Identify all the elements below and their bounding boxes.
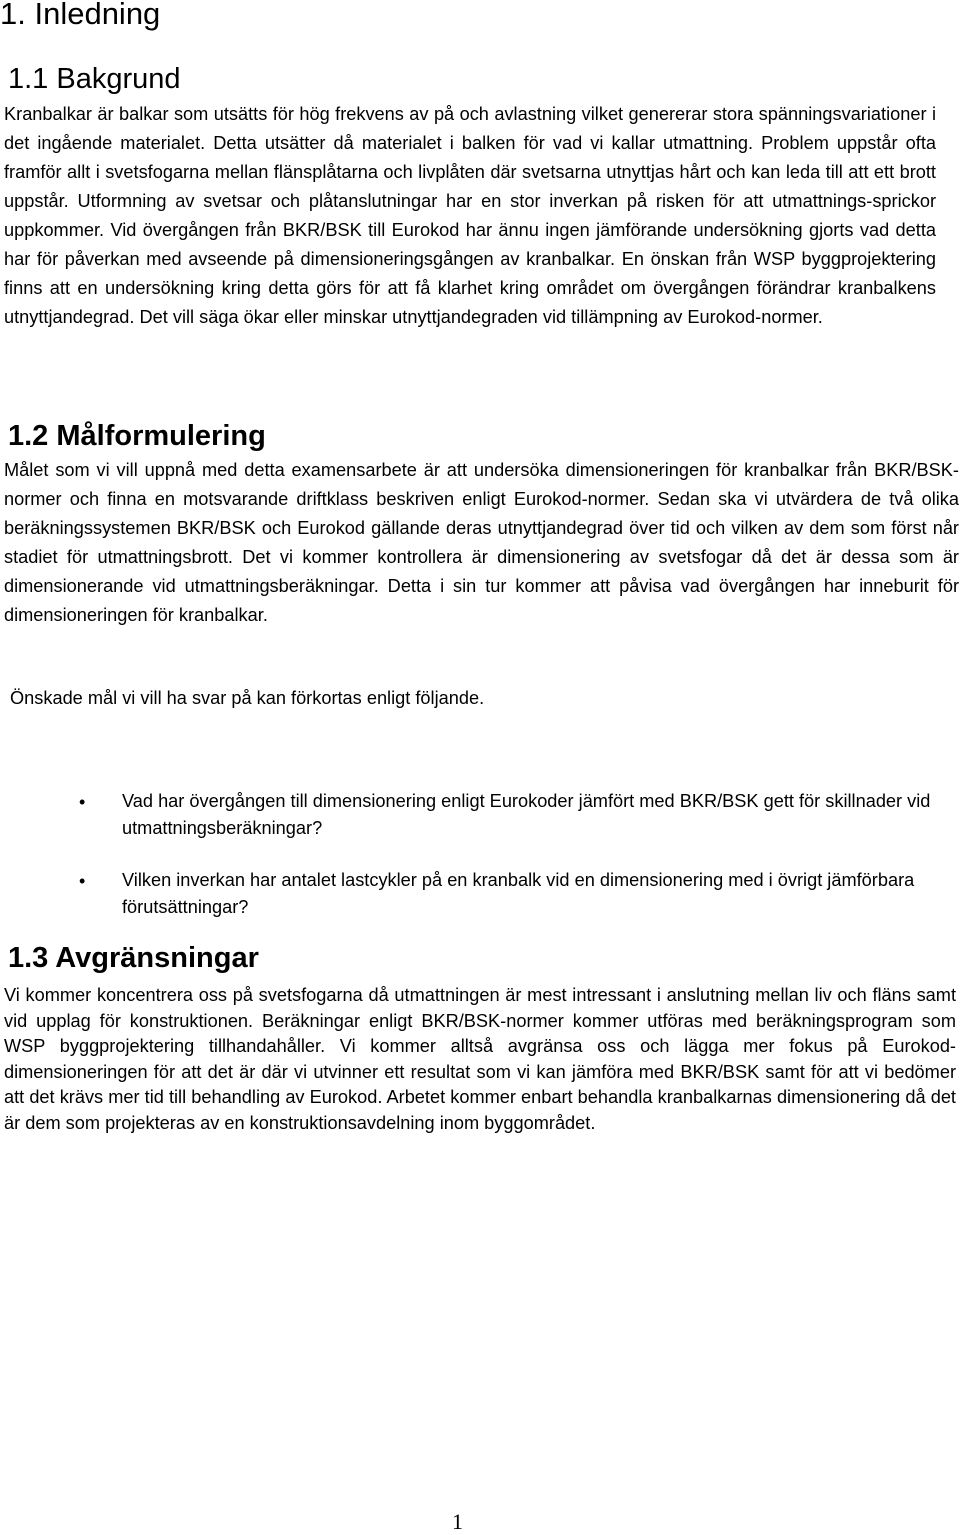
- paragraph-malformulering: Målet som vi vill uppnå med detta examensarbete är att undersöka dimensioneringen för kranbalkar från BKR/BSK-normer och finna en motsvarande driftklass beskriven enligt Eurokod-normer. Sedan ska vi utvärdera de två olika beräkningssystemen BKR/BSK och Eurokod gällande deras utnyttjandegrad över tid och vilken av dem som först når stadiet för utmattningsbrott. Det vi kommer kontrollera är dimensionering av svetsfogar då det är dessa som är dimensionerande vid utmattningsberäkningar. Detta i sin tur kommer att påvisa vad övergången har inneburit för dimensioneringen för kranbalkar.: [4, 460, 959, 625]
- bullet-icon: •: [79, 792, 86, 812]
- paragraph-avgransningar: Vi kommer koncentrera oss på svetsfogarna då utmattningen är mest intressant i anslutning mellan liv och fläns samt vid upplag för konstruktionen. Beräkningar enligt BKR/BSK-normer kommer utföras med beräkningsprogram som WSP byggprojektering tillhandahåller. Vi kommer alltså avgränsa oss och lägga mer fokus på Eurokod-dimensioneringen för att det är där vi utvinner ett resultat som vi kan jämföra med BKR/BSK samt för att vi bedömer att det krävs mer tid till behandling av Eurokod. Arbetet kommer enbart behandla kranbalkarnas dimensionering då det är dem som projekteras av en konstruktionsavdelning inom byggområdet.: [4, 985, 956, 1133]
- chapter-heading: 1. Inledning: [0, 0, 161, 31]
- bullet-icon: •: [79, 871, 86, 891]
- section-heading-malformulering: 1.2 Målformulering: [8, 420, 266, 452]
- paragraph-bakgrund: Kranbalkar är balkar som utsätts för hög frekvens av på och avlastning vilket genererar stora spänningsvariationer i det ingående materialet. Detta utsätter då materialet i balken för vad vi kallar utmattning. Problem uppstår ofta framför allt i svetsfogarna mellan flänsplåtarna och livplåten där svetsarna utnyttjas hårt och kan leda till att ett brott uppstår. Utformning av svetsar och plåtanslutningar har en stor inverkan på risken för att utmattnings-sprickor uppkommer. Vid övergången från BKR/BSK till Eurokod har ännu ingen jämförande undersökning gjorts vad detta har för påverkan med avseende på dimensioneringsgången av kranbalkar. En önskan från WSP byggprojektering finns att en undersökning kring detta görs för att få klarhet kring området om övergången förändrar kranbalkens utnyttjandegrad. Det vill säga ökar eller minskar utnyttjandegraden vid tillämpning av Eurokod-normer.: [4, 104, 936, 327]
- section-heading-bakgrund: 1.1 Bakgrund: [8, 63, 181, 95]
- section-heading-avgransningar: 1.3 Avgränsningar: [8, 942, 259, 974]
- paragraph-goals-intro: Önskade mål vi vill ha svar på kan förkortas enligt följande.: [10, 688, 485, 708]
- page-number: 1: [452, 1509, 463, 1534]
- goal-text: Vilken inverkan har antalet lastcykler på en kranbalk vid en dimensionering med i övrigt jämförbara förutsättningar?: [122, 870, 915, 917]
- goal-text: Vad har övergången till dimensionering enligt Eurokoder jämfört med BKR/BSK gett för skillnader vid utmattningsberäkningar?: [122, 791, 931, 838]
